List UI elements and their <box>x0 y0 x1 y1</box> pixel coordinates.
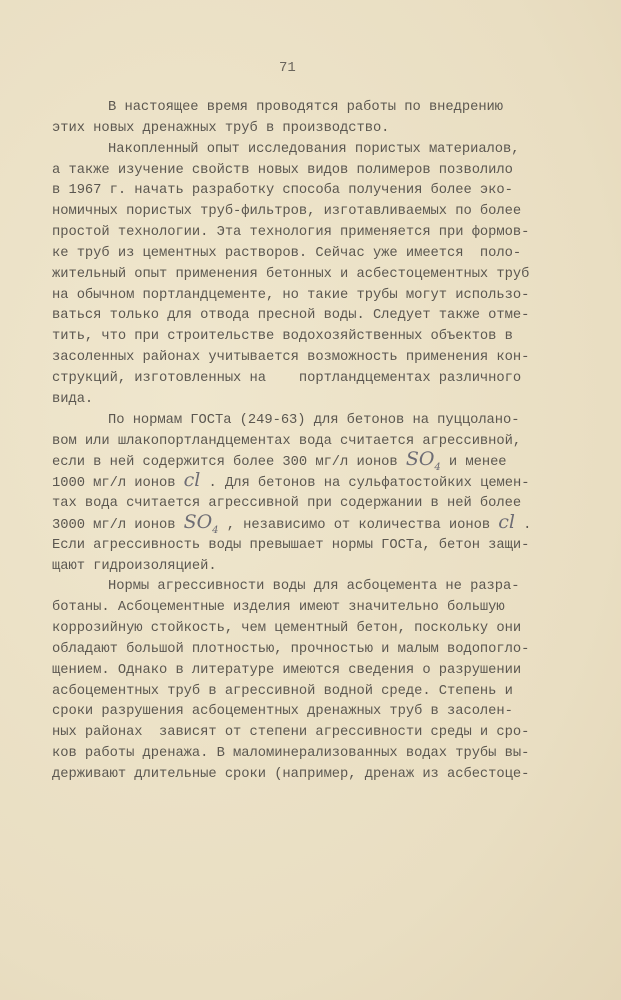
line-text: ков работы дренажа. В маломинерализованных водах трубы вы- <box>52 746 530 762</box>
line-text: ботаны. Асбоцементные изделия имеют значительно большую <box>52 600 505 616</box>
line-text: Нормы агрессивности воды для асбоцемента не разра- <box>108 579 520 595</box>
text-line <box>52 619 572 640</box>
line-text: тах вода считается агрессивной при содержании в ней более <box>52 496 522 512</box>
line-text: коррозийную стойкость, чем цементный бетон, поскольку они <box>52 621 522 637</box>
text-line <box>52 432 572 453</box>
line-text: если в ней содержится более 300 мг/л ионов <box>52 455 406 471</box>
line-text: обладают большой плотностью, прочностью и малым водопогло- <box>52 641 530 657</box>
line-text: ке труб из цементных растворов. Сейчас уже имеется поло- <box>52 245 522 261</box>
line-text: жительный опыт применения бетонных и асбестоцементных труб <box>52 266 530 282</box>
line-text: в 1967 г. начать разработку способа получения более эко- <box>52 183 513 199</box>
line-text: Накопленный опыт исследования пористых материалов, <box>108 141 520 157</box>
text-line <box>52 557 572 578</box>
line-text: вида. <box>52 391 94 407</box>
text-line <box>52 327 572 348</box>
text-line <box>52 744 572 765</box>
text-line <box>52 98 572 119</box>
handwritten-chloride-formula <box>184 469 201 491</box>
line-text: а также изучение свойств новых видов полимеров позволило <box>52 162 513 178</box>
line-text: . <box>514 517 532 533</box>
line-text: щением. Однако в литературе имеются сведения о разрушении <box>52 662 522 678</box>
formula-symbol: cl <box>183 469 201 492</box>
text-line <box>52 469 572 494</box>
line-text: По нормам ГОСТа (249-63) для бетонов на пуццолано- <box>108 412 520 428</box>
text-line <box>52 510 572 536</box>
line-text: на обычном портландцементе, но такие трубы могут использо- <box>52 287 530 303</box>
handwritten-sulfate-formula <box>183 510 219 536</box>
line-text: сроки разрушения асбоцементных дренажных труб в засолен- <box>52 704 513 720</box>
text-line <box>52 494 572 515</box>
line-text: 1000 мг/л ионов <box>52 476 184 492</box>
text-line <box>52 661 572 682</box>
line-text: ваться только для отвода пресной воды. Следует также отме- <box>52 308 530 324</box>
text-line <box>52 306 572 327</box>
text-line <box>52 223 572 244</box>
line-text: ных районах зависят от степени агрессивности среды и сро- <box>52 725 530 741</box>
formula-symbol: SO <box>405 448 435 471</box>
line-text: номичных пористых труб-фильтров, изготавливаемых по более <box>52 204 522 220</box>
text-line <box>52 390 572 411</box>
text-line <box>52 640 572 661</box>
text-line <box>52 765 572 786</box>
text-line <box>52 265 572 286</box>
text-line <box>52 202 572 223</box>
line-text: 3000 мг/л ионов <box>52 517 184 533</box>
text-line <box>52 536 572 557</box>
line-text: . Для бетонов на сульфатостойких цемен- <box>200 476 530 492</box>
text-line <box>52 682 572 703</box>
handwritten-sulfate-formula <box>405 448 441 474</box>
formula-symbol: SO <box>183 510 213 533</box>
text-line <box>52 369 572 390</box>
formula-symbol: cl <box>498 510 515 533</box>
text-line <box>52 723 572 744</box>
line-text: засоленных районах учитывается возможность применения кон- <box>52 350 530 366</box>
line-text: тить, что при строительстве водохозяйственных объектов в <box>52 329 513 345</box>
text-line <box>52 161 572 182</box>
page-number: 71 <box>279 60 296 76</box>
line-text: держивают длительные сроки (например, дренаж из асбестоце- <box>52 767 530 782</box>
text-line <box>52 348 572 369</box>
text-line <box>52 411 572 432</box>
line-text: этих новых дренажных труб в производство. <box>52 120 390 136</box>
handwritten-chloride-formula <box>498 511 515 533</box>
text-line <box>52 181 572 202</box>
text-line <box>52 244 572 265</box>
text-line <box>52 598 572 619</box>
line-text: и менее <box>440 455 507 471</box>
document-body <box>52 98 572 786</box>
line-text: Если агрессивность воды превышает нормы ГОСТа, бетон защи- <box>52 537 530 553</box>
line-text: асбоцементных труб в агрессивной водной среде. Степень и <box>52 683 513 699</box>
line-text: струкций, изготовленных на портландцементах различного <box>52 370 522 386</box>
text-line <box>52 702 572 723</box>
formula-subscript: 4 <box>434 462 441 474</box>
text-line <box>52 140 572 161</box>
line-text: вом или шлакопортландцементах вода считается агрессивной, <box>52 433 522 449</box>
text-line <box>52 119 572 140</box>
line-text: щают гидроизоляцией. <box>52 558 217 574</box>
text-line <box>52 286 572 307</box>
text-line <box>52 448 572 474</box>
text-line <box>52 577 572 598</box>
line-text: простой технологии. Эта технология применяется при формов- <box>52 225 530 241</box>
formula-subscript: 4 <box>212 524 219 536</box>
line-text: , независимо от количества ионов <box>218 517 499 533</box>
line-text: В настоящее время проводятся работы по внедрению <box>108 100 504 115</box>
